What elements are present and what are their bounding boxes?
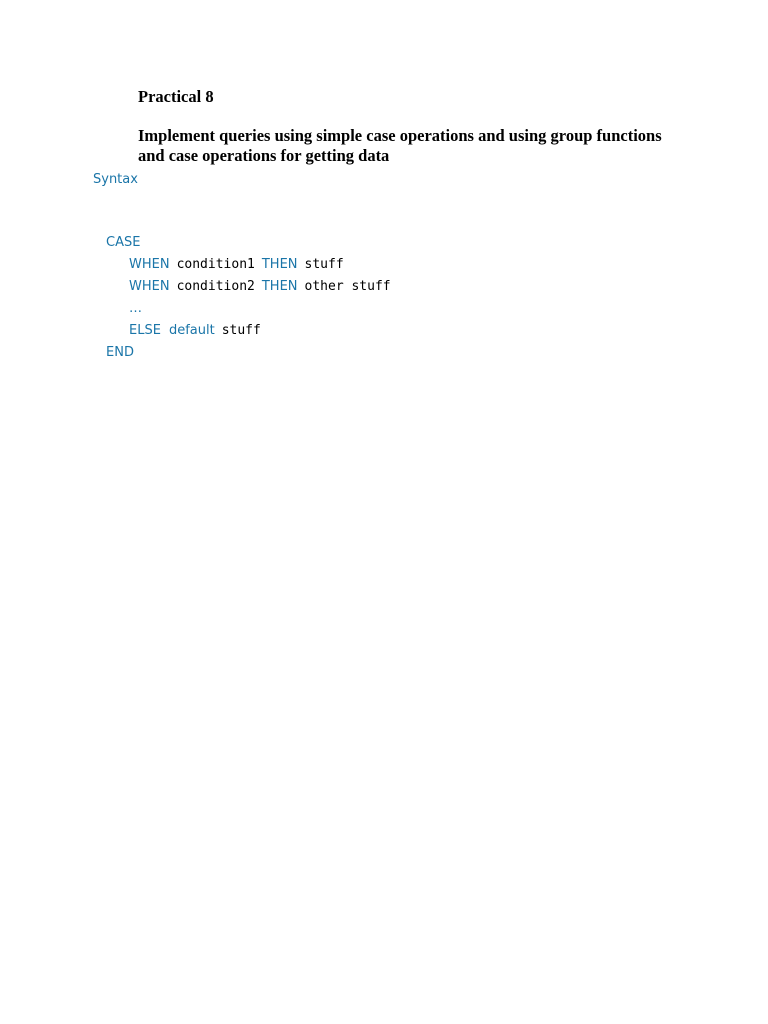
page-title: Practical 8 bbox=[138, 87, 214, 106]
result-text: stuff bbox=[304, 257, 344, 272]
when-keyword: WHEN bbox=[129, 257, 170, 272]
then-keyword: THEN bbox=[261, 279, 298, 294]
result-text: other stuff bbox=[304, 279, 391, 294]
end-keyword: END bbox=[106, 345, 134, 360]
page-subtitle: Implement queries using simple case operations and using group functions and case operations for getting data bbox=[138, 126, 662, 165]
code-line-end bbox=[93, 325, 134, 380]
case-keyword: CASE bbox=[106, 235, 141, 250]
ellipsis-text: … bbox=[129, 301, 142, 316]
code-line-else bbox=[116, 303, 261, 358]
syntax-label: Syntax bbox=[93, 172, 138, 187]
result-text: stuff bbox=[221, 323, 261, 338]
default-keyword: default bbox=[168, 323, 215, 338]
else-keyword: ELSE bbox=[129, 323, 161, 338]
condition-text: condition1 bbox=[176, 257, 255, 272]
condition-text: condition2 bbox=[176, 279, 255, 294]
when-keyword: WHEN bbox=[129, 279, 170, 294]
then-keyword: THEN bbox=[261, 257, 298, 272]
